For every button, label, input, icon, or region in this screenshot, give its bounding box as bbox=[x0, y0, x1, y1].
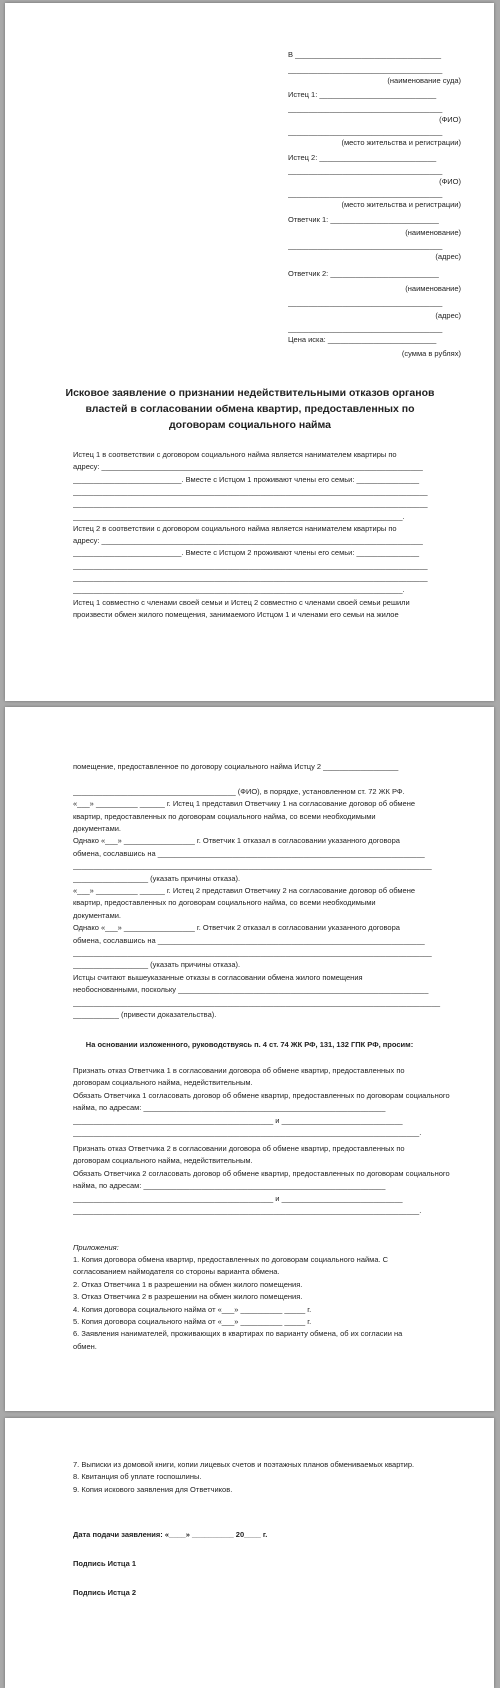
attachment-item: 2. Отказ Ответчика 1 в разрешении на обмен жилого помещения. bbox=[73, 1279, 303, 1289]
body-line: _______________________________________________________________________________. bbox=[73, 511, 405, 521]
body-line: _____________________________________________________________________________________ bbox=[73, 560, 428, 570]
header-line: (наименование) bbox=[405, 228, 461, 237]
attachment-item: 8. Квитанция об уплате госпошлины. bbox=[73, 1472, 202, 1482]
attachment-item: 4. Копия договора социального найма от «___» __________ _____ г. bbox=[73, 1304, 312, 1314]
body-line: _____________________________________________________________________________________ bbox=[73, 573, 428, 582]
header-line: _____________________________________ bbox=[288, 104, 443, 113]
request-line: найма, по адресам: __________________________________________________________ bbox=[73, 1181, 386, 1191]
facts-line: __________________ (указать причины отказа). bbox=[73, 960, 241, 970]
request-line: Обязать Ответчика 1 согласовать договор об обмене квартир, предоставленных по договорам социального bbox=[73, 1090, 450, 1100]
header-line: (сумма в рублях) bbox=[401, 349, 461, 358]
facts-line: помещение, предоставленное по договору социального найма Истцу 2 __________________ bbox=[73, 762, 399, 771]
facts-line: квартир, предоставленных по договорам социального найма, со всеми необходимыми bbox=[73, 898, 376, 908]
document-title: Исковое заявление о признании недействительными отказов органов властей в согласовании обмена квартир, предоставленных по договорам социального найма bbox=[65, 387, 435, 431]
body-line: _____________________________________________________________________________________ bbox=[73, 499, 428, 509]
header-line: (наименование) bbox=[405, 284, 461, 293]
document-page-2 bbox=[5, 707, 494, 1411]
request-line: ___________________________________________________________________________________. bbox=[73, 1206, 422, 1215]
header-line: В ___________________________________ bbox=[288, 50, 442, 59]
header-line: (место жительства и регистрации) bbox=[341, 138, 461, 147]
header-line: _____________________________________ bbox=[288, 166, 443, 175]
facts-line: Истцы считают вышеуказанные отказы в согласовании обмена жилого помещения bbox=[73, 972, 363, 982]
header-line: _____________________________________ bbox=[288, 127, 443, 136]
attachment-item: обмен. bbox=[73, 1341, 97, 1351]
attachment-item: 1. Копия договора обмена квартир, предоставленных по договорам социального найма. С bbox=[73, 1255, 389, 1264]
facts-line: ________________________________________________________________________________________ bbox=[73, 997, 441, 1007]
facts-line: ___________ (привести доказательства). bbox=[73, 1010, 217, 1019]
request-line: ________________________________________________ и _____________________________ bbox=[73, 1115, 403, 1125]
header-line: _____________________________________ bbox=[288, 298, 443, 307]
document-page-3 bbox=[5, 1418, 494, 1688]
request-line: ___________________________________________________________________________________. bbox=[73, 1128, 422, 1137]
header-line: Истец 2: ____________________________ bbox=[288, 153, 437, 162]
facts-line: ______________________________________________________________________________________ bbox=[73, 861, 432, 871]
facts-line: квартир, предоставленных по договорам социального найма, со всеми необходимыми bbox=[73, 811, 376, 821]
body-line: адресу: _____________________________________________________________________________ bbox=[73, 536, 423, 546]
request-line: Обязать Ответчика 2 согласовать договор об обмене квартир, предоставленных по договорам социального bbox=[73, 1168, 450, 1178]
header-line: Ответчик 1: __________________________ bbox=[288, 215, 439, 224]
header-line: (ФИО) bbox=[439, 177, 461, 186]
facts-line: обмена, сославшись на ________________________________________________________________ bbox=[73, 935, 425, 945]
body-line: __________________________. Вместе с Истцом 2 проживают члены его семьи: _______________ bbox=[73, 548, 420, 558]
request-line: договорам социального найма, недействительным. bbox=[73, 1156, 253, 1166]
facts-line: «___» __________ ______ г. Истец 1 представил Ответчику 1 на согласование договор об обмене bbox=[73, 799, 416, 809]
facts-line: документами. bbox=[73, 910, 121, 920]
body-line: Истец 1 совместно с членами своей семьи и Истец 2 совместно с членами своей семьи решили bbox=[73, 597, 410, 607]
header-line: _____________________________________ bbox=[288, 189, 443, 198]
attachment-item: 7. Выписки из домовой книги, копии лицевых счетов и поэтажных планов обмениваемых квартир. bbox=[73, 1460, 415, 1469]
header-line: _____________________________________ bbox=[288, 65, 443, 74]
request-line: найма, по адресам: __________________________________________________________ bbox=[73, 1103, 386, 1113]
request-line: ________________________________________________ и _____________________________ bbox=[73, 1193, 403, 1203]
header-line: _____________________________________ bbox=[288, 241, 443, 250]
body-line: __________________________. Вместе с Истцом 1 проживают члены его семьи: _______________ bbox=[73, 474, 420, 484]
body-line: Истец 2 в соответствии с договором социального найма является нанимателем квартиры по bbox=[73, 523, 397, 533]
document-page-1 bbox=[5, 3, 494, 701]
header-line: Цена иска: __________________________ bbox=[288, 335, 437, 344]
attachment-item: 9. Копия искового заявления для Ответчиков. bbox=[73, 1484, 233, 1494]
facts-line: Однако «___» _________________ г. Ответчик 1 отказал в согласовании указанного договора bbox=[73, 836, 400, 846]
header-line: (место жительства и регистрации) bbox=[341, 200, 461, 209]
header-line: (адрес) bbox=[435, 252, 461, 261]
header-line: (адрес) bbox=[435, 311, 461, 320]
header-line: (наименование суда) bbox=[387, 76, 461, 85]
legal-basis-heading: На основании изложенного, руководствуясь п. 4 ст. 74 ЖК РФ, 131, 132 ГПК РФ, просим: bbox=[85, 1040, 414, 1049]
facts-line: необоснованными, поскольку ____________________________________________________________ bbox=[73, 985, 429, 995]
header-line: (ФИО) bbox=[439, 115, 461, 124]
header-line: Истец 1: ____________________________ bbox=[288, 90, 437, 99]
facts-line: «___» __________ ______ г. Истец 2 представил Ответчику 2 на согласование договор об обмене bbox=[73, 886, 416, 895]
attachment-item: 3. Отказ Ответчика 2 в разрешении на обмен жилого помещения. bbox=[73, 1292, 303, 1302]
body-line: адресу: _____________________________________________________________________________ bbox=[73, 462, 423, 472]
facts-line: Однако «___» _________________ г. Ответчик 2 отказал в согласовании указанного договора bbox=[73, 923, 400, 933]
facts-line: __________________ (указать причины отказа). bbox=[73, 873, 241, 883]
signature-plaintiff-2: Подпись Истца 2 bbox=[73, 1588, 137, 1597]
request-line: Признать отказ Ответчика 2 в согласовании договора об обмене квартир, предоставленных по bbox=[73, 1144, 405, 1153]
facts-line: документами. bbox=[73, 824, 121, 833]
attachment-item: согласованием наймодателя со стороны варианта обмена. bbox=[73, 1267, 280, 1277]
attachment-item: 6. Заявления нанимателей, проживающих в квартирах по варианту обмена, об их согласии на bbox=[73, 1329, 403, 1339]
body-line: произвести обмен жилого помещения, занимаемого Истцом 1 и членами его семьи на жилое bbox=[73, 609, 399, 619]
request-line: Признать отказ Ответчика 1 в согласовании договора об обмене квартир, предоставленных по bbox=[73, 1066, 405, 1075]
facts-line: обмена, сославшись на ________________________________________________________________ bbox=[73, 848, 425, 858]
attachments-heading: Приложения: bbox=[73, 1243, 119, 1252]
body-line: Истец 1 в соответствии с договором социального найма является нанимателем квартиры по bbox=[73, 450, 397, 459]
body-line: _______________________________________________________________________________. bbox=[73, 585, 405, 595]
header-line: Ответчик 2: __________________________ bbox=[288, 269, 439, 278]
filing-date-line: Дата подачи заявления: «____» __________ 20____ г. bbox=[73, 1530, 268, 1539]
header-line: _____________________________________ bbox=[288, 324, 443, 333]
facts-line: ______________________________________________________________________________________ bbox=[73, 948, 432, 957]
body-line: _____________________________________________________________________________________ bbox=[73, 486, 428, 496]
request-line: договорам социального найма, недействительным. bbox=[73, 1078, 253, 1088]
attachment-item: 5. Копия договора социального найма от «___» __________ _____ г. bbox=[73, 1317, 312, 1326]
signature-plaintiff-1: Подпись Истца 1 bbox=[73, 1559, 137, 1568]
facts-line: _______________________________________ (ФИО), в порядке, установленном ст. 72 ЖК РФ. bbox=[73, 786, 405, 796]
